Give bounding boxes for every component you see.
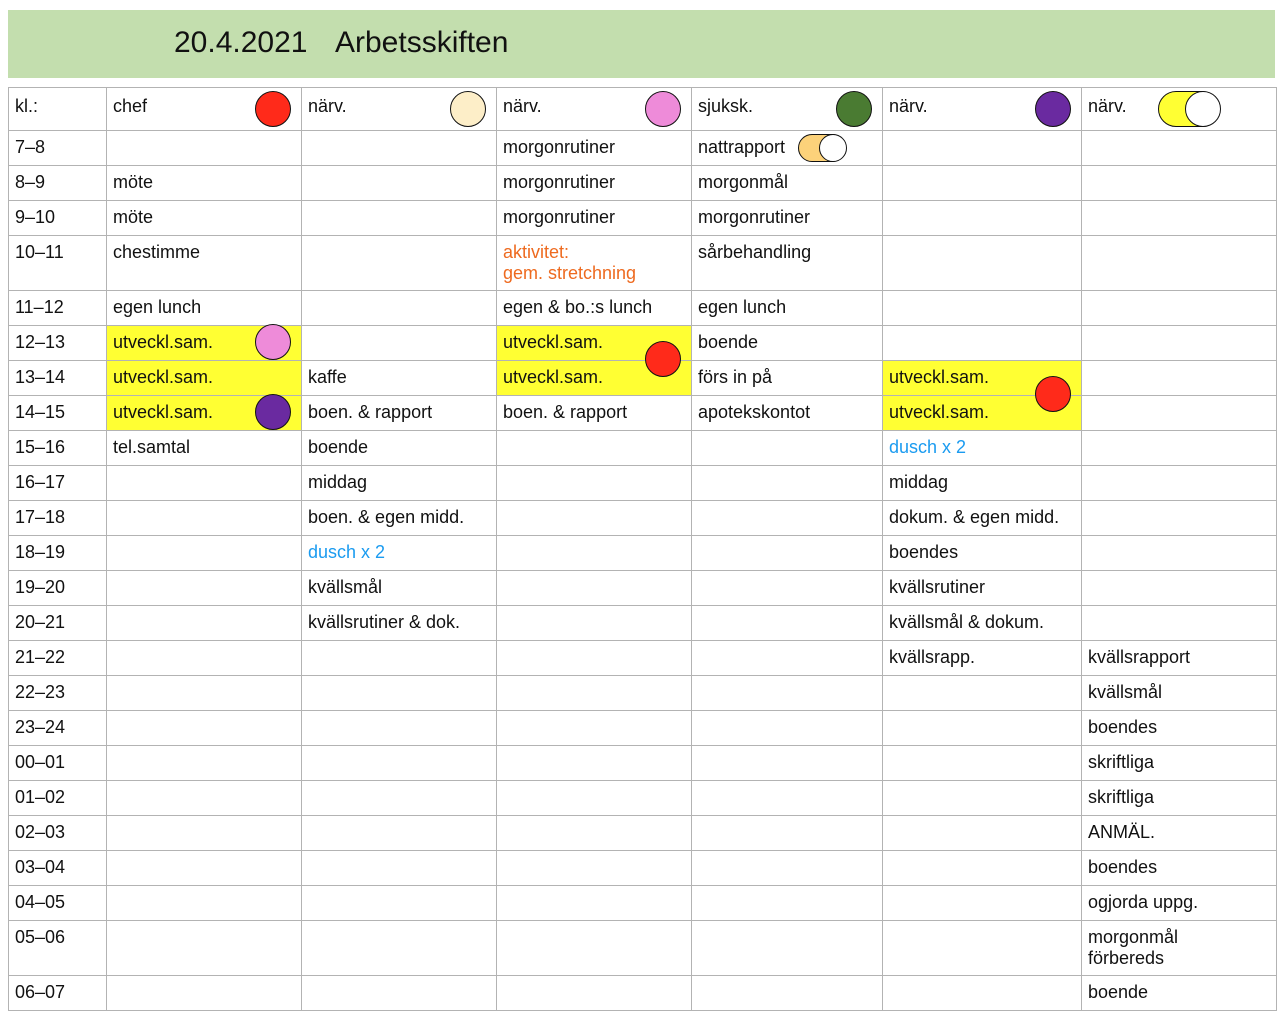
cell-text: 12–13 <box>15 332 66 352</box>
cell-text: möte <box>113 207 154 227</box>
cell-text: boen. & rapport <box>503 402 628 422</box>
shift-cell-narv-3 <box>883 361 1082 396</box>
shift-cell-narv-1 <box>302 781 497 816</box>
cell-text: morgonrutiner <box>503 207 616 227</box>
time-cell <box>9 816 107 851</box>
shift-cell-narv-1 <box>302 166 497 201</box>
shift-cell-sjuksk <box>692 166 883 201</box>
shift-cell-narv-3 <box>883 676 1082 711</box>
cell-text: 19–20 <box>15 577 66 597</box>
cell-text: kvällsrutiner <box>889 577 986 597</box>
column-label: kl.: <box>15 96 39 116</box>
cell-text: 13–14 <box>15 367 66 387</box>
shift-cell-narv-4 <box>1082 236 1277 291</box>
shift-cell-narv-4 <box>1082 201 1277 236</box>
shift-cell-narv-2 <box>497 236 692 291</box>
shift-cell-narv-2 <box>497 886 692 921</box>
shift-cell-narv-3 <box>883 641 1082 676</box>
shift-cell-narv-4 <box>1082 816 1277 851</box>
cell-text: morgonrutiner <box>503 137 616 157</box>
cell-text: egen lunch <box>113 297 202 317</box>
cell-text: 04–05 <box>15 892 66 912</box>
shift-cell-narv-2 <box>497 711 692 746</box>
cell-text: gem. stretchning <box>503 263 637 283</box>
shift-cell-narv-2 <box>497 396 692 431</box>
shift-cell-narv-4 <box>1082 781 1277 816</box>
shift-cell-narv-4 <box>1082 131 1277 166</box>
table-row <box>9 291 1277 326</box>
shift-cell-narv-3 <box>883 536 1082 571</box>
shift-cell-chef <box>107 131 302 166</box>
shift-cell-sjuksk <box>692 326 883 361</box>
shift-cell-narv-1 <box>302 816 497 851</box>
shift-cell-narv-3 <box>883 921 1082 976</box>
shift-cell-narv-2 <box>497 746 692 781</box>
cell-text: chestimme <box>113 242 201 262</box>
shift-cell-chef <box>107 816 302 851</box>
cell-text: 11–12 <box>15 297 64 317</box>
cell-text: middag <box>889 472 949 492</box>
cell-text: middag <box>308 472 368 492</box>
column-header-chef <box>107 88 302 131</box>
shift-cell-sjuksk <box>692 976 883 1011</box>
shift-cell-narv-1 <box>302 746 497 781</box>
time-cell <box>9 676 107 711</box>
cell-text: skriftliga <box>1088 752 1155 772</box>
shift-cell-narv-2 <box>497 816 692 851</box>
cell-text: 06–07 <box>15 982 66 1002</box>
column-label: närv. <box>1088 96 1127 116</box>
shift-cell-chef <box>107 396 302 431</box>
shift-cell-narv-3 <box>883 886 1082 921</box>
orange-crescent-icon <box>798 134 846 162</box>
shift-cell-narv-4 <box>1082 361 1277 396</box>
column-header-time <box>9 88 107 131</box>
cell-text: 9–10 <box>15 207 56 227</box>
cell-text: sårbehandling <box>698 242 812 262</box>
shift-cell-narv-3 <box>883 976 1082 1011</box>
time-cell <box>9 606 107 641</box>
shift-cell-sjuksk <box>692 361 883 396</box>
shift-cell-narv-3 <box>883 236 1082 291</box>
shift-cell-narv-2 <box>497 851 692 886</box>
time-cell <box>9 851 107 886</box>
column-header-narv-3 <box>883 88 1082 131</box>
shift-cell-narv-1 <box>302 396 497 431</box>
cell-text: kvällsrapp. <box>889 647 976 667</box>
title-bar <box>8 10 1275 78</box>
shift-cell-narv-2 <box>497 131 692 166</box>
shift-cell-narv-1 <box>302 501 497 536</box>
shift-cell-narv-1 <box>302 326 497 361</box>
shift-cell-narv-4 <box>1082 676 1277 711</box>
shift-cell-narv-4 <box>1082 921 1277 976</box>
shift-cell-narv-4 <box>1082 571 1277 606</box>
cell-text: 18–19 <box>15 542 66 562</box>
cell-text: 8–9 <box>15 172 46 192</box>
time-cell <box>9 921 107 976</box>
cell-text: morgonmål <box>1088 927 1179 947</box>
cell-text: 15–16 <box>15 437 66 457</box>
cell-text: utveckl.sam. <box>503 332 604 352</box>
cell-text: kvällsmål <box>1088 682 1163 702</box>
cell-text: boen. & rapport <box>308 402 433 422</box>
shift-cell-narv-3 <box>883 431 1082 466</box>
pink-circle-icon <box>645 91 681 127</box>
shift-cell-sjuksk <box>692 921 883 976</box>
cell-text: 20–21 <box>15 612 66 632</box>
column-header-sjuksk <box>692 88 883 131</box>
shift-cell-sjuksk <box>692 536 883 571</box>
cell-text: dusch x 2 <box>889 437 967 457</box>
shift-cell-narv-4 <box>1082 851 1277 886</box>
table-row <box>9 166 1277 201</box>
shift-cell-narv-3 <box>883 501 1082 536</box>
shift-cell-narv-2 <box>497 921 692 976</box>
shift-cell-narv-4 <box>1082 976 1277 1011</box>
shift-cell-sjuksk <box>692 501 883 536</box>
table-row <box>9 131 1277 166</box>
time-cell <box>9 501 107 536</box>
cell-text: egen lunch <box>698 297 787 317</box>
shift-cell-chef <box>107 641 302 676</box>
time-cell <box>9 746 107 781</box>
cell-text: 02–03 <box>15 822 66 842</box>
table-row <box>9 676 1277 711</box>
cell-text: boen. & egen midd. <box>308 507 465 527</box>
cell-text: kvällsmål <box>308 577 383 597</box>
cell-text: 00–01 <box>15 752 66 772</box>
shift-cell-sjuksk <box>692 781 883 816</box>
shift-cell-narv-3 <box>883 851 1082 886</box>
shift-cell-chef <box>107 236 302 291</box>
shift-cell-narv-2 <box>497 676 692 711</box>
shift-cell-narv-3 <box>883 781 1082 816</box>
cell-text: skriftliga <box>1088 787 1155 807</box>
time-cell <box>9 236 107 291</box>
shift-cell-narv-3 <box>883 711 1082 746</box>
shift-cell-sjuksk <box>692 571 883 606</box>
cell-text: 10–11 <box>15 242 64 262</box>
shift-cell-narv-2 <box>497 501 692 536</box>
shift-cell-chef <box>107 361 302 396</box>
cell-text: 17–18 <box>15 507 66 527</box>
shift-cell-sjuksk <box>692 676 883 711</box>
cell-text: utveckl.sam. <box>503 367 604 387</box>
shift-cell-chef <box>107 571 302 606</box>
shift-cell-narv-1 <box>302 536 497 571</box>
cell-text: utveckl.sam. <box>113 402 214 422</box>
shift-cell-sjuksk <box>692 431 883 466</box>
time-cell <box>9 431 107 466</box>
schedule-title: Arbetsskiften <box>335 26 509 59</box>
table-row <box>9 851 1277 886</box>
cell-text: 05–06 <box>15 927 66 947</box>
shift-cell-chef <box>107 166 302 201</box>
cell-text: boendes <box>1088 717 1158 737</box>
table-row <box>9 536 1277 571</box>
cream-circle-icon <box>450 91 486 127</box>
shift-cell-narv-2 <box>497 571 692 606</box>
yellow-crescent-icon <box>1158 91 1220 127</box>
shift-cell-chef <box>107 886 302 921</box>
cell-text: 7–8 <box>15 137 46 157</box>
table-row <box>9 361 1277 396</box>
cell-text: kvällsmål & dokum. <box>889 612 1045 632</box>
column-header-narv-2 <box>497 88 692 131</box>
time-cell <box>9 361 107 396</box>
cell-text: dokum. & egen midd. <box>889 507 1060 527</box>
shift-cell-sjuksk <box>692 816 883 851</box>
shift-cell-narv-3 <box>883 746 1082 781</box>
time-cell <box>9 571 107 606</box>
cell-text: 01–02 <box>15 787 66 807</box>
time-cell <box>9 396 107 431</box>
time-cell <box>9 641 107 676</box>
table-row <box>9 886 1277 921</box>
shift-cell-narv-3 <box>883 166 1082 201</box>
cell-text: 23–24 <box>15 717 66 737</box>
shift-cell-narv-4 <box>1082 536 1277 571</box>
cell-text: 21–22 <box>15 647 66 667</box>
shift-cell-chef <box>107 606 302 641</box>
table-row <box>9 711 1277 746</box>
cell-text: morgonmål <box>698 172 789 192</box>
purple-circle-icon <box>255 394 291 430</box>
shift-cell-sjuksk <box>692 746 883 781</box>
cell-text: 14–15 <box>15 402 66 422</box>
shift-cell-narv-1 <box>302 291 497 326</box>
table-row <box>9 921 1277 976</box>
shift-cell-chef <box>107 431 302 466</box>
shift-cell-chef <box>107 201 302 236</box>
cell-text: apotekskontot <box>698 402 811 422</box>
shift-cell-chef <box>107 501 302 536</box>
time-cell <box>9 291 107 326</box>
time-cell <box>9 536 107 571</box>
shift-cell-narv-4 <box>1082 166 1277 201</box>
shift-cell-chef <box>107 326 302 361</box>
table-row <box>9 816 1277 851</box>
shift-cell-narv-1 <box>302 431 497 466</box>
shift-cell-narv-2 <box>497 166 692 201</box>
cell-text: utveckl.sam. <box>113 367 214 387</box>
header-row <box>9 88 1277 131</box>
shift-cell-narv-1 <box>302 641 497 676</box>
cell-text: boende <box>308 437 369 457</box>
shift-cell-sjuksk <box>692 396 883 431</box>
shift-cell-narv-3 <box>883 291 1082 326</box>
table-row <box>9 466 1277 501</box>
table-row <box>9 431 1277 466</box>
cell-text: 16–17 <box>15 472 66 492</box>
column-label: närv. <box>503 96 542 116</box>
column-label: närv. <box>308 96 347 116</box>
shift-cell-narv-4 <box>1082 466 1277 501</box>
shift-cell-sjuksk <box>692 236 883 291</box>
cell-text: kaffe <box>308 367 347 387</box>
shift-cell-sjuksk <box>692 201 883 236</box>
time-cell <box>9 976 107 1011</box>
column-header-narv-4 <box>1082 88 1277 131</box>
shift-cell-chef <box>107 746 302 781</box>
table-row <box>9 641 1277 676</box>
shift-cell-sjuksk <box>692 606 883 641</box>
cell-text: utveckl.sam. <box>889 367 990 387</box>
cell-text: kvällsrapport <box>1088 647 1191 667</box>
time-cell <box>9 131 107 166</box>
shift-cell-narv-2 <box>497 606 692 641</box>
time-cell <box>9 466 107 501</box>
cell-text: nattrapport <box>698 137 786 157</box>
shift-cell-narv-3 <box>883 131 1082 166</box>
shift-cell-narv-2 <box>497 431 692 466</box>
table-row <box>9 976 1277 1011</box>
shift-cell-narv-1 <box>302 571 497 606</box>
shift-cell-narv-4 <box>1082 641 1277 676</box>
red-circle-icon <box>645 341 681 377</box>
shift-cell-narv-4 <box>1082 326 1277 361</box>
cell-text: 22–23 <box>15 682 66 702</box>
shift-cell-narv-3 <box>883 326 1082 361</box>
shift-cell-narv-1 <box>302 361 497 396</box>
shift-cell-narv-4 <box>1082 501 1277 536</box>
shift-cell-narv-3 <box>883 201 1082 236</box>
cell-text: ANMÄL. <box>1088 822 1156 842</box>
cell-text: utveckl.sam. <box>889 402 990 422</box>
shift-cell-narv-1 <box>302 466 497 501</box>
cell-text: 03–04 <box>15 857 66 877</box>
shift-cell-sjuksk <box>692 641 883 676</box>
cell-text: boende <box>698 332 759 352</box>
shift-cell-narv-4 <box>1082 431 1277 466</box>
shift-cell-narv-2 <box>497 291 692 326</box>
column-label: chef <box>113 96 148 116</box>
shift-table <box>8 87 1277 1011</box>
shift-cell-narv-1 <box>302 976 497 1011</box>
time-cell <box>9 711 107 746</box>
table-row <box>9 201 1277 236</box>
cell-text: kvällsrutiner & dok. <box>308 612 461 632</box>
shift-cell-narv-2 <box>497 326 692 361</box>
table-row <box>9 501 1277 536</box>
cell-text: boende <box>1088 982 1149 1002</box>
cell-text: möte <box>113 172 154 192</box>
shift-cell-narv-1 <box>302 676 497 711</box>
shift-cell-narv-4 <box>1082 711 1277 746</box>
shift-cell-sjuksk <box>692 131 883 166</box>
table-row <box>9 571 1277 606</box>
shift-cell-narv-3 <box>883 571 1082 606</box>
pink-circle-icon <box>255 324 291 360</box>
cell-text: förbereds <box>1088 948 1165 968</box>
shift-cell-narv-1 <box>302 886 497 921</box>
column-label: närv. <box>889 96 928 116</box>
time-cell <box>9 886 107 921</box>
shift-cell-sjuksk <box>692 711 883 746</box>
table-row <box>9 746 1277 781</box>
shift-cell-chef <box>107 921 302 976</box>
shift-cell-narv-2 <box>497 201 692 236</box>
shift-cell-narv-2 <box>497 536 692 571</box>
shift-cell-narv-4 <box>1082 291 1277 326</box>
red-circle-icon <box>255 91 291 127</box>
shift-cell-narv-4 <box>1082 746 1277 781</box>
shift-cell-narv-4 <box>1082 396 1277 431</box>
shift-cell-narv-1 <box>302 236 497 291</box>
shift-cell-sjuksk <box>692 291 883 326</box>
shift-cell-narv-2 <box>497 781 692 816</box>
shift-cell-chef <box>107 676 302 711</box>
shift-cell-narv-4 <box>1082 886 1277 921</box>
shift-cell-chef <box>107 851 302 886</box>
red-circle-icon <box>1035 376 1071 412</box>
shift-cell-narv-1 <box>302 201 497 236</box>
table-row <box>9 326 1277 361</box>
shift-cell-narv-4 <box>1082 606 1277 641</box>
time-cell <box>9 781 107 816</box>
shift-cell-narv-1 <box>302 851 497 886</box>
column-label: sjuksk. <box>698 96 754 116</box>
cell-text: dusch x 2 <box>308 542 386 562</box>
table-row <box>9 606 1277 641</box>
table-row <box>9 781 1277 816</box>
shift-cell-narv-1 <box>302 711 497 746</box>
shift-cell-narv-2 <box>497 976 692 1011</box>
shift-cell-chef <box>107 466 302 501</box>
shift-cell-narv-3 <box>883 816 1082 851</box>
time-cell <box>9 326 107 361</box>
time-cell <box>9 166 107 201</box>
shift-cell-sjuksk <box>692 466 883 501</box>
shift-cell-narv-2 <box>497 466 692 501</box>
cell-text: utveckl.sam. <box>113 332 214 352</box>
shift-cell-sjuksk <box>692 886 883 921</box>
shift-cell-sjuksk <box>692 851 883 886</box>
cell-text: morgonrutiner <box>698 207 811 227</box>
cell-text: morgonrutiner <box>503 172 616 192</box>
green-circle-icon <box>836 91 872 127</box>
shift-cell-chef <box>107 976 302 1011</box>
shift-cell-chef <box>107 711 302 746</box>
shift-cell-narv-1 <box>302 606 497 641</box>
shift-cell-narv-1 <box>302 921 497 976</box>
shift-cell-narv-1 <box>302 131 497 166</box>
table-row <box>9 236 1277 291</box>
shift-cell-narv-3 <box>883 466 1082 501</box>
cell-text: boendes <box>1088 857 1158 877</box>
shift-cell-narv-3 <box>883 606 1082 641</box>
cell-text: ogjorda uppg. <box>1088 892 1199 912</box>
column-header-narv-1 <box>302 88 497 131</box>
shift-cell-chef <box>107 291 302 326</box>
cell-text: aktivitet: <box>503 242 570 262</box>
cell-text: egen & bo.:s lunch <box>503 297 653 317</box>
shift-cell-chef <box>107 781 302 816</box>
cell-text: förs in på <box>698 367 773 387</box>
cell-text: boendes <box>889 542 959 562</box>
purple-circle-icon <box>1035 91 1071 127</box>
schedule-date: 20.4.2021 <box>174 26 308 59</box>
time-cell <box>9 201 107 236</box>
cell-text: tel.samtal <box>113 437 191 457</box>
table-row <box>9 396 1277 431</box>
shift-cell-narv-2 <box>497 641 692 676</box>
shift-cell-chef <box>107 536 302 571</box>
